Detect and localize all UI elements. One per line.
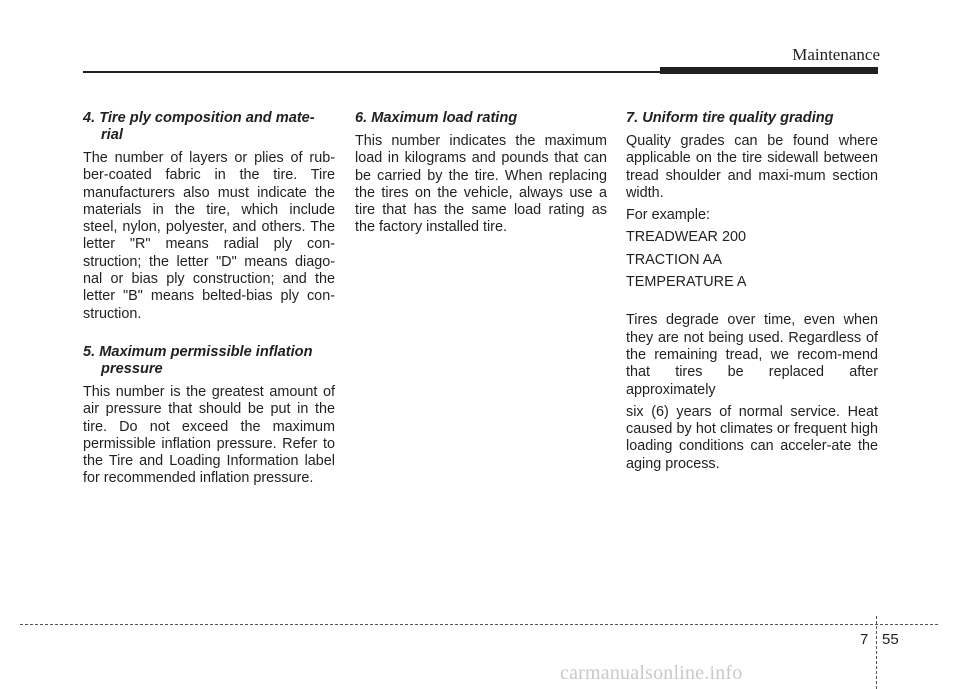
paragraph-max-inflation: This number is the greatest amount of air pressure that should be put in the tire. Do not exceed the maximum permissible inflation pressure. Refer to the Tire and Loading Information label for recommended inflation pressure. bbox=[83, 383, 335, 487]
footer-divider bbox=[20, 624, 938, 625]
watermark: carmanualsonline.info bbox=[560, 662, 743, 684]
heading-max-load: 6. Maximum load rating bbox=[355, 110, 518, 126]
grade-temperature: TEMPERATURE A bbox=[626, 274, 747, 291]
footer-page-divider bbox=[876, 616, 877, 689]
heading-utqg: 7. Uniform tire quality grading bbox=[626, 110, 834, 126]
paragraph-example-label: For example: bbox=[626, 207, 710, 224]
grade-traction: TRACTION AA bbox=[626, 251, 722, 268]
header-rule bbox=[83, 71, 660, 73]
heading-max-inflation: 5. Maximum permissible inflation pressure bbox=[83, 343, 313, 377]
paragraph-max-load: This number indicates the maximum load in kilograms and pounds that can be carried by the tire. When replacing the tires on the vehicle, always use a tire that has the same load rating as the factory installed tire. bbox=[355, 133, 607, 236]
column-3 bbox=[626, 110, 878, 478]
header-rule-bold bbox=[660, 67, 878, 74]
column-2 bbox=[355, 110, 607, 242]
paragraph-tire-aging: Tires degrade over time, even when they are not being used. Regardless of the remaining tread, we recom-mend that tires be replaced after approximately bbox=[626, 312, 878, 398]
paragraph-tire-aging-cont: six (6) years of normal service. Heat caused by hot climates or frequent high loading conditions can acceler-ate the aging process. bbox=[626, 403, 878, 472]
chapter-number: 7 bbox=[860, 631, 869, 648]
paragraph-tire-ply: The number of layers or plies of rub-ber-coated fabric in the tire. Tire manufacturers also must indicate the materials in the tire, which include steel, nylon, polyester, and others. The letter "R" means radial ply con-struction; the letter "D" means diago-nal or bias ply construction; and the letter "B" means belted-bias ply con-struction. bbox=[83, 150, 335, 322]
page-number: 55 bbox=[882, 631, 899, 648]
column-1 bbox=[83, 110, 335, 493]
paragraph-utqg-location: Quality grades can be found where applicable on the tire sidewall between tread shoulder and maxi-mum section width. bbox=[626, 133, 878, 201]
grade-treadwear: TREADWEAR 200 bbox=[626, 229, 746, 246]
heading-tire-ply: 4. Tire ply composition and mate-rial bbox=[83, 110, 315, 143]
section-title: Maintenance bbox=[792, 45, 880, 64]
